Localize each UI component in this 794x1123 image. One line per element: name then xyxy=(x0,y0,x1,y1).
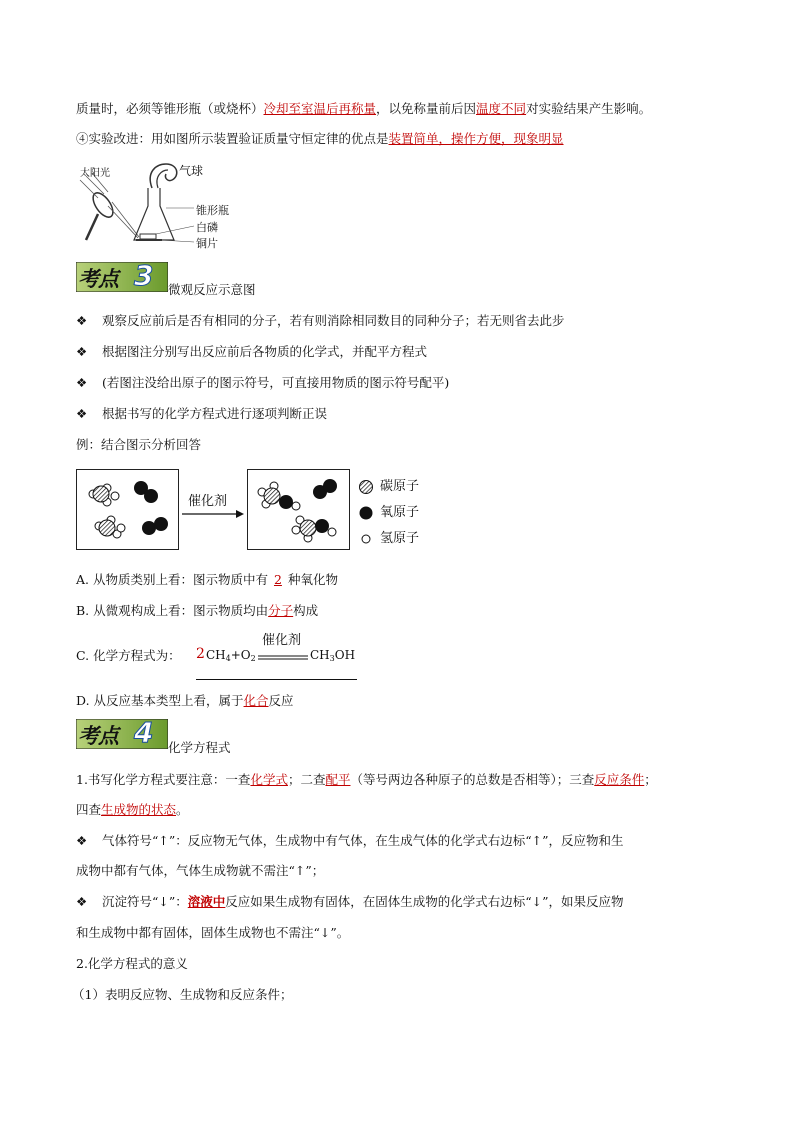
badge-number: 3 xyxy=(134,259,154,292)
equals-sign xyxy=(258,655,308,661)
label-flask: 锥形瓶 xyxy=(196,204,229,217)
reaction-arrow xyxy=(178,490,246,520)
gas-symbol-line-2: 成物中都有气体，气体生成物就不需注“↑”； xyxy=(76,863,325,878)
label-balloon: 气球 xyxy=(179,164,204,178)
question-c-label: C. 化学方程式为： xyxy=(76,648,181,663)
answer-in-solution: 溶液中 xyxy=(187,894,226,909)
section3-badge xyxy=(76,259,168,292)
label-phosphorus: 白磷 xyxy=(196,221,218,234)
meaning-title: 2.化学方程式的意义 xyxy=(76,956,188,971)
equation-coefficient: 2 xyxy=(196,646,205,662)
answer-b: 分子 xyxy=(268,603,294,618)
answer-advantages: 装置简单，操作方便，现象明显 xyxy=(388,131,564,146)
methanol-molecule xyxy=(292,516,336,542)
product-molecules xyxy=(248,470,349,549)
precipitate-symbol-line-1: ❖ 沉淀符号“↓”：溶液中反应如果生成物有固体，在固体生成物的化学式右边标“↓”，如果反应物 xyxy=(76,894,624,909)
badge-label: 考点 xyxy=(78,724,118,748)
question-d: D. 从反应基本类型上看，属于化合反应 xyxy=(76,693,294,708)
legend-hydrogen: 氢原子 xyxy=(358,531,419,547)
equation-answer-line xyxy=(196,679,357,680)
writing-rules-line-1: 1.书写化学方程式要注意：一查化学式；二查配平（等号两边各种原子的总数是否相等）；三查反应条件； xyxy=(76,772,657,787)
section3-bullet: ❖ 根据图注分别写出反应前后各物质的化学式，并配平方程式 xyxy=(76,344,428,359)
methane-molecule xyxy=(95,516,125,538)
section3-bullet: ❖ 根据书写的化学方程式进行逐项判断正误 xyxy=(76,406,328,421)
section4-badge xyxy=(76,716,168,749)
precipitate-symbol-line-2: 和生成物中都有固体，固体生成物也不需注“↓”。 xyxy=(76,925,350,940)
methane-molecule xyxy=(89,484,119,506)
arrow-icon xyxy=(178,490,246,520)
answer-chemical-formula: 化学式 xyxy=(250,772,288,787)
legend-oxygen: 氧原子 xyxy=(358,505,419,521)
products-box xyxy=(247,469,350,550)
badge-label: 考点 xyxy=(78,267,118,291)
badge-number: 4 xyxy=(134,716,154,749)
section3-title: 微观反应示意图 xyxy=(168,282,256,297)
carbon-atom-icon xyxy=(358,479,374,495)
equation xyxy=(196,628,366,684)
example-label: 例：结合图示分析回答 xyxy=(76,437,202,452)
gas-symbol-line-1: ❖ 气体符号“↑”：反应物无气体，生成物中有气体，在生成气体的化学式右边标“↑”，反应物和生 xyxy=(76,833,624,848)
answer-d: 化合 xyxy=(243,693,269,708)
equation-catalyst: 催化剂 xyxy=(262,633,302,648)
legend-carbon: 碳原子 xyxy=(358,479,419,495)
reactants-box xyxy=(76,469,179,550)
arrow-catalyst-label: 催化剂 xyxy=(188,494,228,509)
answer-cool-to-room-temp: 冷却至室温后再称量 xyxy=(263,101,377,116)
meaning-item-1: （1）表明反应物、生成物和反应条件； xyxy=(72,987,293,1002)
label-sunlight: 太阳光 xyxy=(80,168,110,179)
answer-balance: 配平 xyxy=(325,772,351,787)
reactant-molecules xyxy=(77,470,178,549)
section4-title: 化学方程式 xyxy=(168,740,231,755)
oxygen-atom-icon xyxy=(358,505,374,521)
intro-line-2: ④实验改进：用如图所示装置验证质量守恒定律的优点是装置简单，操作方便，现象明显 xyxy=(76,131,564,146)
answer-a: 2 xyxy=(273,572,282,587)
question-a: A. 从物质类别上看：图示物质中有 2 种氧化物 xyxy=(76,572,338,587)
hydrogen-atom-icon xyxy=(358,531,374,547)
equation-reactants: $CH_4+O_2$ xyxy=(206,648,256,663)
equation-product: $CH_3OH$ xyxy=(310,648,356,663)
writing-rules-line-2: 四查生成物的状态。 xyxy=(76,802,189,817)
section3-bullet: ❖ (若图注没给出原子的图示符号，可直接用物质的图示符号配平) xyxy=(76,375,450,390)
answer-temperature-difference: 温度不同 xyxy=(476,101,527,116)
intro-line-1: 质量时，必须等锥形瓶（或烧杯）冷却至室温后再称量，以免称量前后因温度不同对实验结果产生影响。 xyxy=(76,101,652,116)
section3-bullet: ❖ 观察反应前后是否有相同的分子，若有则消除相同数目的同种分子；若无则省去此步 xyxy=(76,313,565,328)
answer-reaction-conditions: 反应条件 xyxy=(594,772,645,787)
label-copper: 铜片 xyxy=(196,237,218,250)
answer-product-state: 生成物的状态 xyxy=(101,802,177,817)
question-b: B. 从微观构成上看：图示物质均由分子构成 xyxy=(76,603,319,618)
apparatus-figure xyxy=(76,158,256,250)
methanol-molecule xyxy=(258,482,300,510)
